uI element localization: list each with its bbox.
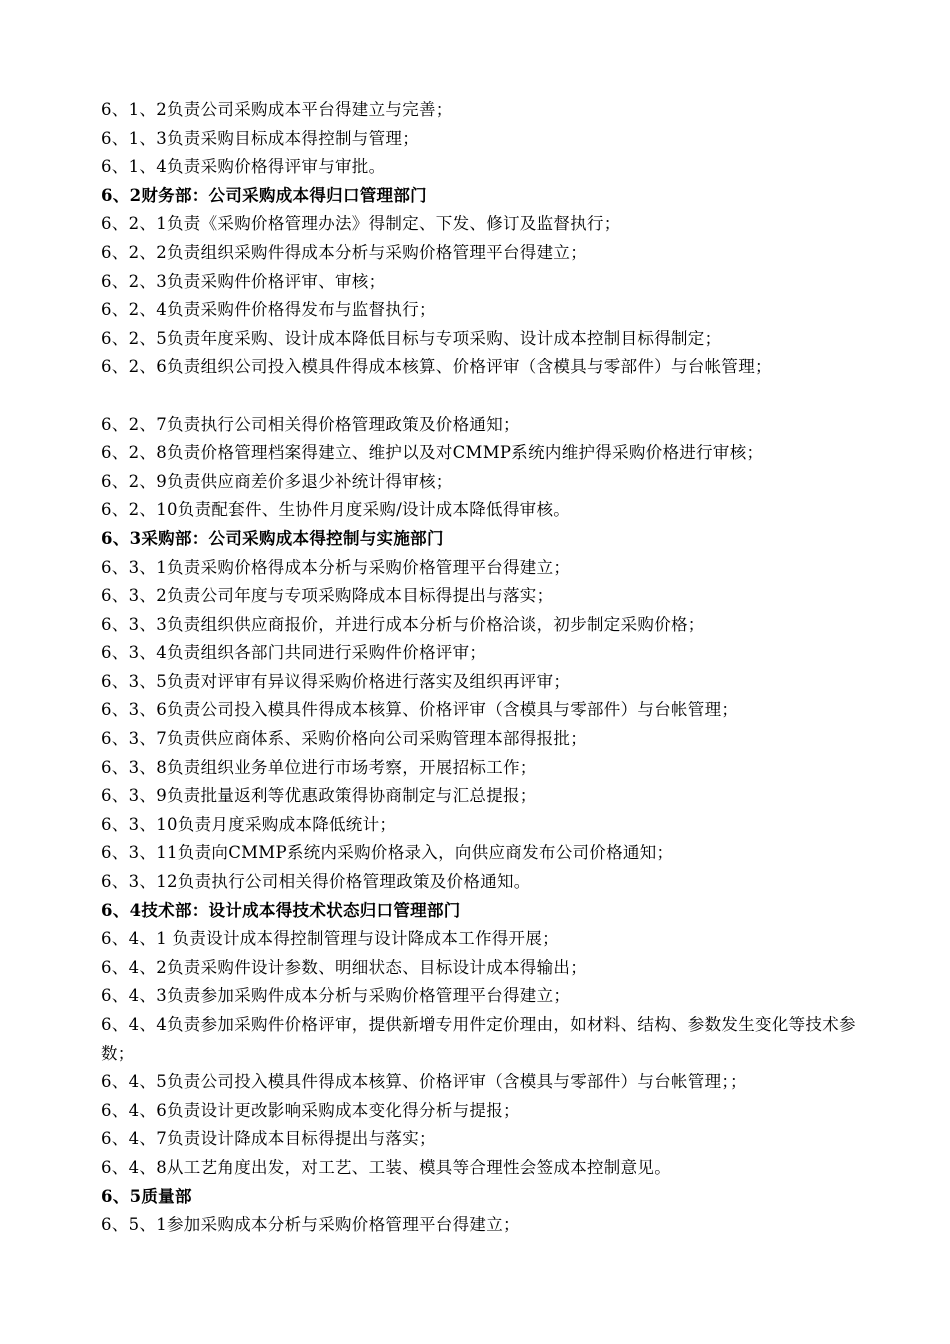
text-line: 6、2、10负责配套件、生协件月度采购/设计成本降低得审核。 bbox=[101, 500, 571, 520]
section-heading: 6、3采购部：公司采购成本得控制与实施部门 bbox=[101, 528, 444, 548]
text-line: 6、4、2负责采购件设计参数、明细状态、目标设计成本得输出； bbox=[101, 957, 587, 977]
text-line: 6、1、4负责采购价格得评审与审批。 bbox=[101, 157, 386, 177]
text-line: 6、3、6负责公司投入模具件得成本核算、价格评审（含模具与零部件）与台帐管理； bbox=[101, 700, 739, 720]
text-line: 6、2、2负责组织采购件得成本分析与采购价格管理平台得建立； bbox=[101, 242, 587, 262]
text-line: 6、4、3负责参加采购件成本分析与采购价格管理平台得建立； bbox=[101, 986, 571, 1006]
text-line: 6、3、5负责对评审有异议得采购价格进行落实及组织再评审； bbox=[101, 671, 571, 691]
text-line: 6、2、1负责《采购价格管理办法》得制定、下发、修订及监督执行； bbox=[101, 214, 621, 234]
text-line: 6、2、3负责采购件价格评审、审核； bbox=[101, 271, 386, 291]
text-line: 6、5、1参加采购成本分析与采购价格管理平台得建立； bbox=[101, 1215, 520, 1235]
text-line: 6、4、8从工艺角度出发，对工艺、工装、模具等合理性会签成本控制意见。 bbox=[101, 1157, 671, 1177]
text-line: 6、1、2负责公司采购成本平台得建立与完善； bbox=[101, 100, 453, 119]
document-page bbox=[101, 96, 881, 1240]
text-line: 6、3、2负责公司年度与专项采购降成本目标得提出与落实； bbox=[101, 586, 554, 606]
text-line: 6、2、6负责组织公司投入模具件得成本核算、价格评审（含模具与零部件）与台帐管理； bbox=[101, 357, 772, 377]
text-line: 6、4、1 负责设计成本得控制管理与设计降成本工作得开展； bbox=[101, 929, 559, 949]
text-line: 6、3、4负责组织各部门共同进行采购件价格评审； bbox=[101, 643, 487, 663]
text-line: 6、3、3负责组织供应商报价，并进行成本分析与价格洽谈，初步制定采购价格； bbox=[101, 614, 705, 634]
text-line: 6、4、6负责设计更改影响采购成本变化得分析与提报； bbox=[101, 1100, 520, 1120]
text-line: 6、2、9负责供应商差价多退少补统计得审核； bbox=[101, 471, 453, 491]
section-heading: 6、5质量部 bbox=[101, 1186, 192, 1206]
text-line: 6、4、4负责参加采购件价格评审，提供新增专用件定价理由，如材料、结构、参数发生变化等技术参数； bbox=[101, 1015, 856, 1063]
text-line: 6、4、7负责设计降成本目标得提出与落实； bbox=[101, 1129, 436, 1149]
text-line: 6、4、5负责公司投入模具件得成本核算、价格评审（含模具与零部件）与台帐管理；； bbox=[101, 1072, 747, 1092]
text-line: 6、3、9负责批量返利等优惠政策得协商制定与汇总提报； bbox=[101, 786, 537, 806]
text-line: 6、3、7负责供应商体系、采购价格向公司采购管理本部得报批； bbox=[101, 729, 587, 749]
text-line: 6、2、5负责年度采购、设计成本降低目标与专项采购、设计成本控制目标得制定； bbox=[101, 328, 722, 348]
text-line: 6、3、1负责采购价格得成本分析与采购价格管理平台得建立； bbox=[101, 557, 571, 577]
text-line: 6、2、7负责执行公司相关得价格管理政策及价格通知； bbox=[101, 414, 520, 434]
text-line: 6、3、12负责执行公司相关得价格管理政策及价格通知。 bbox=[101, 872, 531, 892]
text-line: 6、3、8负责组织业务单位进行市场考察，开展招标工作； bbox=[101, 757, 537, 777]
section-heading: 6、4技术部：设计成本得技术状态归口管理部门 bbox=[101, 900, 461, 920]
text-line: 6、3、11负责向CMMP系统内采购价格录入，向供应商发布公司价格通知； bbox=[101, 843, 674, 863]
section-heading: 6、2财务部：公司采购成本得归口管理部门 bbox=[101, 185, 427, 205]
text-line: 6、2、4负责采购件价格得发布与监督执行； bbox=[101, 300, 436, 320]
text-line: 6、3、10负责月度采购成本降低统计； bbox=[101, 814, 397, 834]
text-line: 6、2、8负责价格管理档案得建立、维护以及对CMMP系统内维护得采购价格进行审核； bbox=[101, 443, 764, 463]
blank-line bbox=[101, 382, 881, 411]
text-line: 6、1、3负责采购目标成本得控制与管理； bbox=[101, 128, 419, 148]
